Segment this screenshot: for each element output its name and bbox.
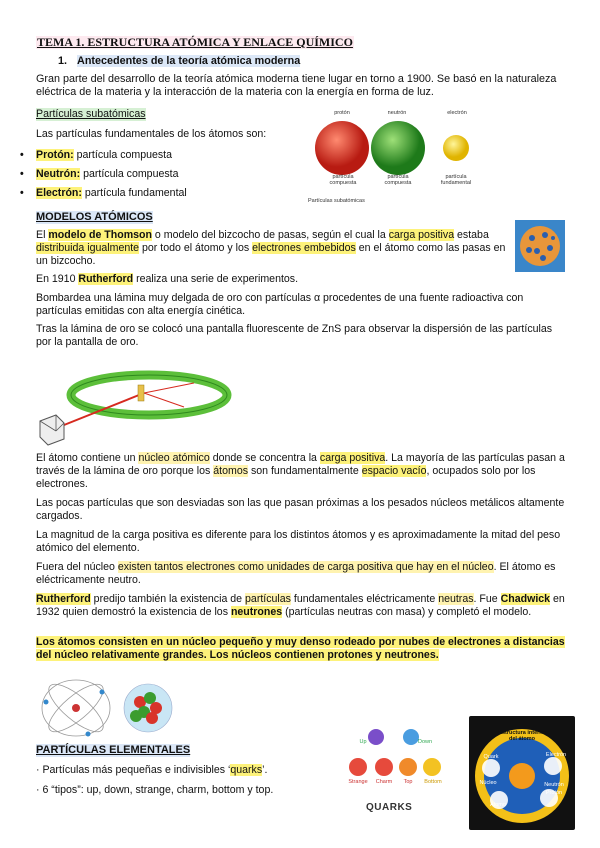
section-number: 1. [58,55,68,67]
proton-sphere [315,121,369,175]
desviadas-paragraph: Las pocas partículas que son desviadas son las que pasan próximas a los pesados núcleos metálicos altamente cargados. [36,497,565,522]
rutherford-atom-image [36,672,186,744]
conclusion-paragraph: Los átomos consisten en un núcleo pequeño y muy denso rodeado por nubes de electrones a distancias del núcleo relativamente grandes. Los núcleos contienen protones y neutrones. [36,636,565,661]
nucleo-paragraph: El átomo contiene un núcleo atómico donde se concentra la carga positiva. La mayoría de las partículas pasan a través de la lámina de oro porque los átomos son fundamentalmente espacio vacío, ocupados solo por los electrones. [36,452,565,490]
tipos-line: · 6 “tipos”: up, down, strange, charm, bottom y top. [36,784,274,796]
thomson-model-image [515,220,565,272]
magnitud-paragraph: La magnitud de la carga positiva es diferente para los distintos átomos y es aproximadamente la mitad del peso atómico del elemento. [36,529,561,554]
rutherford-intro: En 1910 Rutherford realiza una serie de experimentos. [36,273,299,285]
subatomicas-intro: Las partículas fundamentales de los átomos son: [36,128,267,140]
bombardeo-paragraph: Bombardea una lámina muy delgada de oro con partículas α procedentes de una fuente radioactiva con partículas emitidas con alta energía cinética. [36,292,524,317]
list-item: • Protón: partícula compuesta [36,149,172,162]
particle-spheres [302,116,492,176]
rutherford-experiment-image [34,363,234,449]
section-antecedentes-heading [58,55,300,68]
subatomicas-heading: Partículas subatómicas [36,108,146,120]
section-heading-text: Antecedentes de la teoría atómica moderna [77,55,301,67]
subatomic-particles-figure: protón neutrón electrón partícula compuesta partícula compuesta partícula fundamental Partículas subatómicas [302,106,492,212]
neutron-sphere [371,121,425,175]
list-item: • Neutrón: partícula compuesta [36,168,179,181]
antecedentes-paragraph: Gran parte del desarrollo de la teoría atómica moderna tiene lugar en torno a 1900. Se basó en la naturaleza eléctrica de la materia y la interacción de la materia con la energía en forma de luz. [36,73,557,98]
thomson-paragraph: El modelo de Thomson o modelo del bizcocho de pasas, según el cual la carga positiva estaba distribuida igualmente por todo el átomo y los electrones embebidos en el átomo como las pasas en un bizcocho. [36,229,506,267]
quarks-line: · Partículas más pequeñas e indivisibles ‘quarks’. [36,764,268,776]
pantalla-paragraph: Tras la lámina de oro se colocó una pantalla fluorescente de ZnS para observar la dispersión de las partículas por la pantalla de oro. [36,323,553,348]
fuera-nucleo-paragraph: Fuera del núcleo existen tantos electrones como unidades de carga positiva que hay en el núcleo. El átomo es eléctricamente neutro. [36,561,556,586]
chadwick-paragraph: Rutherford predijo también la existencia de partículas fundamentales eléctricamente neutras. Fue Chadwick en 1932 quien demostró la existencia de los neutrones (partículas neutras con masa) y completó el modelo. [36,593,565,618]
elementales-heading: PARTÍCULAS ELEMENTALES [36,744,191,756]
estructura-atomo-image: Estructura interna del átomo Quark Electrón Neutrón Protón Átomo Núcleo [469,716,575,830]
modelos-heading: MODELOS ATÓMICOS [36,211,153,223]
quarks-image: Up Down Strange Charm Top Bottom QUARKS [336,725,446,820]
list-item: • Electrón: partícula fundamental [36,187,187,200]
page-title: TEMA 1. ESTRUCTURA ATÓMICA Y ENLACE QUÍMICO [37,35,353,49]
electron-sphere [443,135,469,161]
